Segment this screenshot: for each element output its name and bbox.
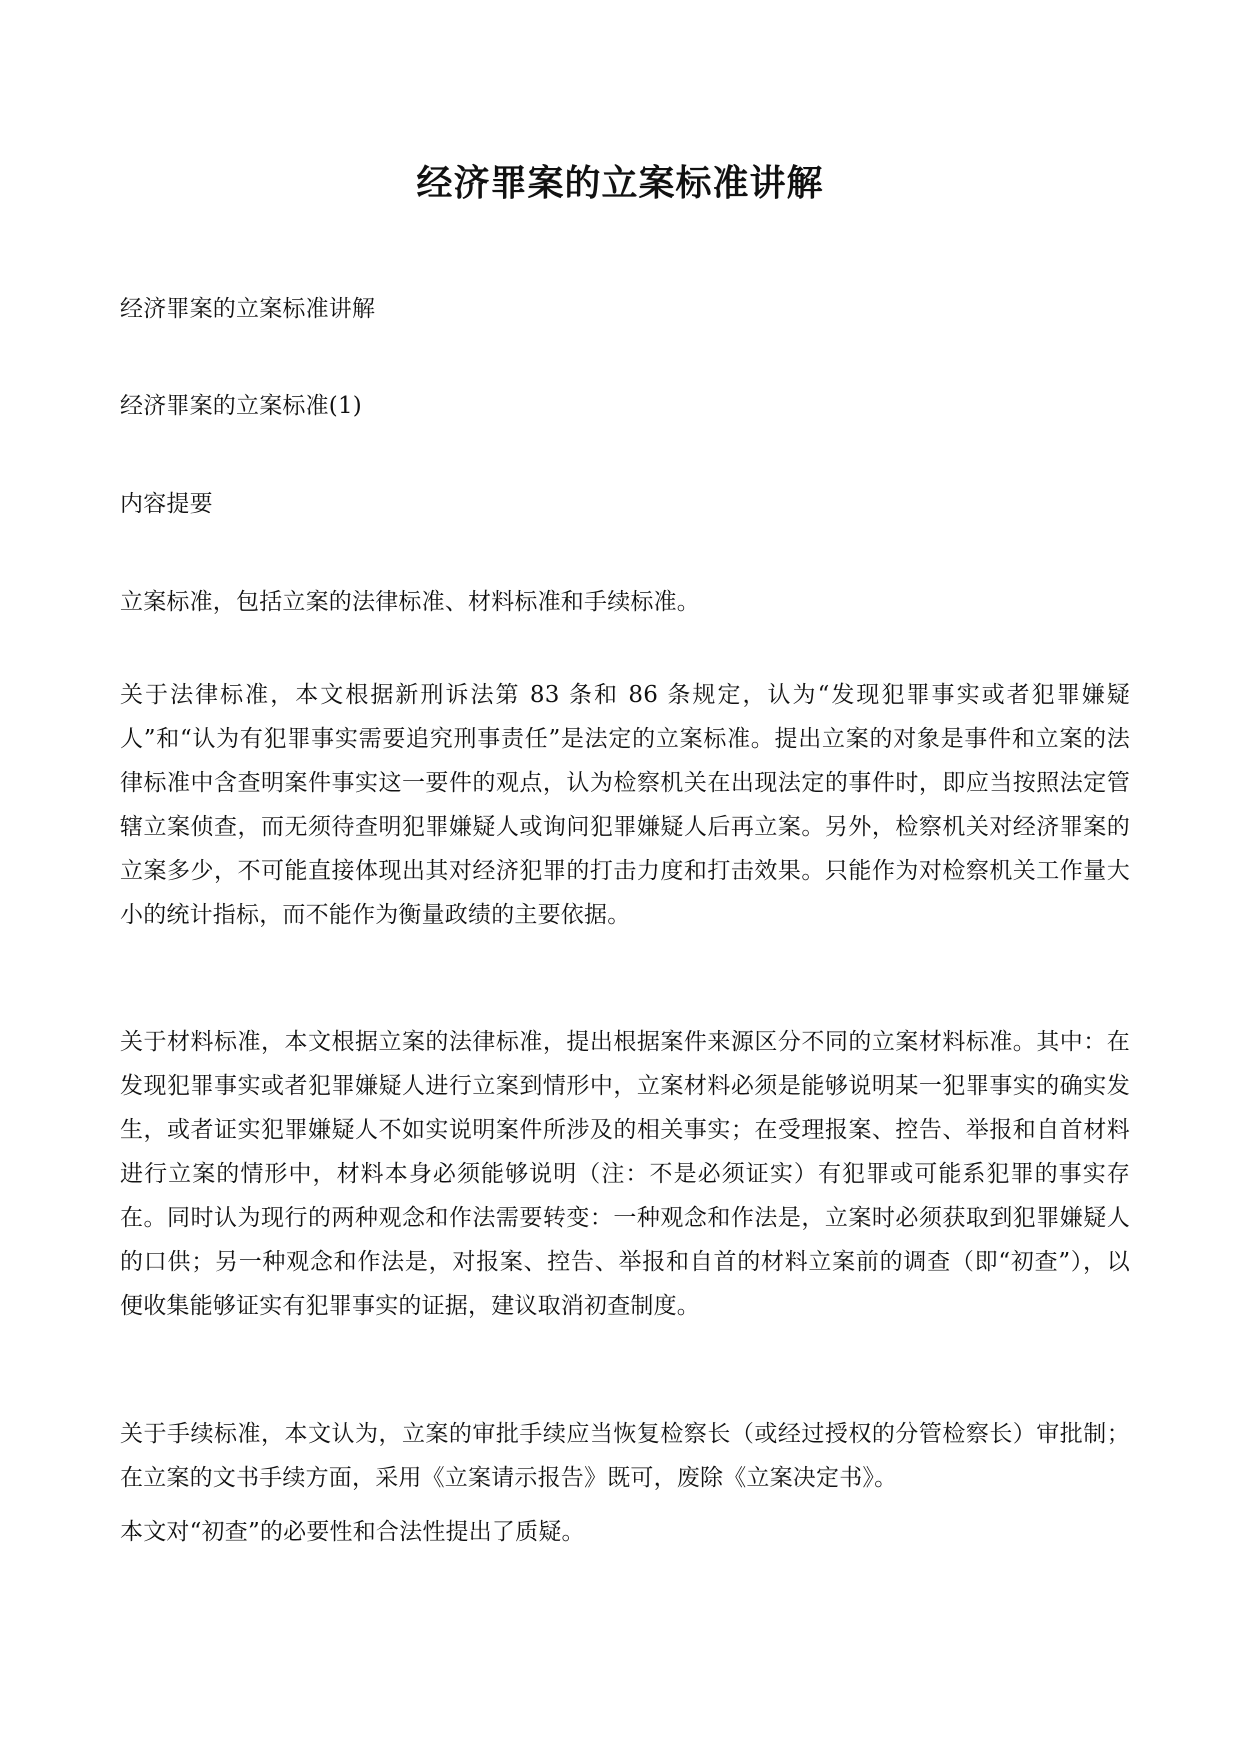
material-standard-paragraph: 关于材料标准，本文根据立案的法律标准，提出根据案件来源区分不同的立案材料标准。其中：在发现犯罪事实或者犯罪嫌疑人进行立案到情形中，立案材料必须是能够说明某一犯罪事实的确实发生，或者证实犯罪嫌疑人不如实说明案件所涉及的相关事实；在受理报案、控告、举报和自首材料进行立案的情形中，材料本身必须能够说明（注：不是必须证实）有犯罪或可能系犯罪的事实存在。同时认为现行的两种观念和作法需要转变：一种观念和作法是，立案时必须获取到犯罪嫌疑人的口供；另一种观念和作法是，对报案、控告、举报和自首的材料立案前的调查（即“初查”），以便收集能够证实有犯罪事实的证据，建议取消初查制度。 <box>120 1029 1130 1319</box>
conclusion-paragraph: 本文对“初查”的必要性和合法性提出了质疑。 <box>120 1519 585 1545</box>
summary-paragraph: 立案标准，包括立案的法律标准、材料标准和手续标准。 <box>120 589 700 615</box>
document-title: 经济罪案的立案标准讲解 <box>416 162 824 204</box>
section-heading: 经济罪案的立案标准(1) <box>120 393 362 419</box>
subtitle-line: 经济罪案的立案标准讲解 <box>120 296 376 322</box>
procedure-standard-paragraph: 关于手续标准，本文认为，立案的审批手续应当恢复检察长（或经过授权的分管检察长）审批制；在立案的文书手续方面，采用《立案请示报告》既可，废除《立案决定书》。 <box>120 1421 1130 1491</box>
abstract-heading: 内容提要 <box>120 491 213 517</box>
legal-standard-paragraph: 关于法律标准，本文根据新刑诉法第 83 条和 86 条规定，认为“发现犯罪事实或者犯罪嫌疑人”和“认为有犯罪事实需要追究刑事责任”是法定的立案标准。提出立案的对象是事件和立案的法律标准中含查明案件事实这一要件的观点，认为检察机关在出现法定的事件时，即应当按照法定管辖立案侦查，而无须待查明犯罪嫌疑人或询问犯罪嫌疑人后再立案。另外，检察机关对经济罪案的立案多少，不可能直接体现出其对经济犯罪的打击力度和打击效果。只能作为对检察机关工作量大小的统计指标，而不能作为衡量政绩的主要依据。 <box>120 682 1130 928</box>
